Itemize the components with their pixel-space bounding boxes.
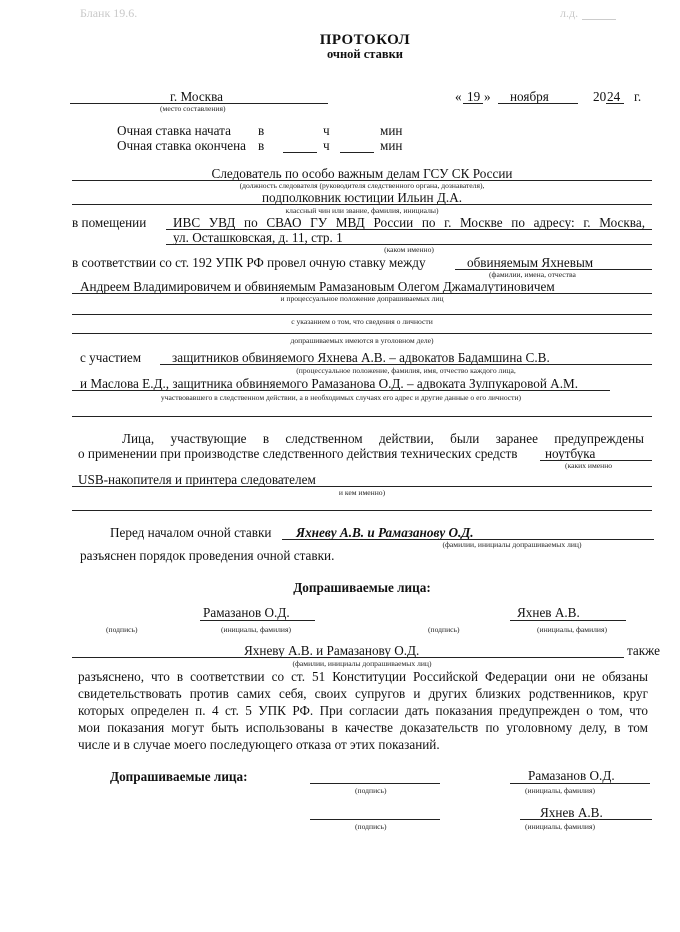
final-signature-line-2 — [310, 819, 440, 820]
start-in-label: в — [258, 123, 265, 138]
procedure-persons: Яхневу А.В. и Рамазанову О.Д. — [296, 525, 474, 540]
persons-blank-line-2 — [72, 333, 652, 334]
person-2-name-line — [510, 620, 626, 621]
form-number: Бланк 19.6. — [80, 6, 138, 20]
final-name-line-1 — [510, 783, 650, 784]
year-prefix: 20 — [593, 89, 607, 104]
participants-caption-1: (процессуальное положение, фамилия, имя, отчество каждого лица, — [296, 366, 516, 375]
participants-line-1-rule — [160, 364, 652, 365]
rights-line-2: свидетельствовать против самих себя, своих супругов и других близких родственников, круг — [78, 686, 648, 701]
start-minutes-label: мин — [380, 123, 403, 138]
participants-label: с участием — [80, 350, 142, 365]
final-signature-caption-1: (подпись) — [355, 786, 387, 795]
rights-persons: Яхневу А.В. и Рамазанову О.Д. — [244, 643, 420, 658]
technical-blank-line — [72, 510, 652, 511]
document-title: ПРОТОКОЛ — [319, 32, 411, 48]
person-1-signature-caption: (подпись) — [106, 625, 138, 634]
end-label: Очная ставка окончена — [117, 138, 247, 153]
rights-also: также — [627, 643, 660, 658]
premises-label: в помещении — [72, 215, 147, 230]
persons-caption-3: с указанием о том, что сведения о личности — [291, 317, 433, 326]
final-name-line-2 — [520, 819, 652, 820]
year-unit: г. — [634, 89, 642, 104]
premises-line-1: ИВС УВД по СВАО ГУ МВД России по г. Москве по адресу: г. Москва, — [173, 215, 645, 230]
technical-caption-2: и кем именно) — [338, 488, 386, 497]
end-hours-label: ч — [323, 138, 330, 153]
start-hours-label: ч — [323, 123, 330, 138]
procedure-persons-caption: (фамилии, инициалы допрашиваемых лиц) — [442, 540, 582, 549]
technical-device-2: USB-накопителя и принтера следователем — [78, 472, 316, 487]
end-minutes-line — [340, 152, 374, 153]
investigator-name-caption: классный чин или звание, фамилия, инициалы) — [285, 206, 439, 215]
final-name-caption-1: (инициалы, фамилия) — [525, 786, 596, 795]
rights-line-1: разъяснено, что в соответствии со ст. 51 Конституции Российской Федерации они не обязаны — [78, 669, 648, 684]
persons-line-2: Андреем Владимировичем и обвиняемым Рамазановым Олегом Джамалутиновичем — [80, 279, 555, 294]
participants-caption-2: участвовавшего в следственном действии, а в необходимых случаях его адрес и другие данные о его личности) — [160, 393, 522, 402]
rights-line-5: числе и в случае моего последующего отказа от этих показаний. — [78, 737, 440, 752]
date-day: 19 — [467, 89, 481, 104]
day-line — [463, 103, 483, 104]
rights-line-3: которых определен п. 4 ст. 5 УПК РФ. При согласии дать показания предупрежден о том, что — [78, 703, 648, 718]
participants-line-1: защитников обвиняемого Яхнева А.В. – адвокатов Бадамшина С.В. — [172, 350, 550, 365]
investigator-name: подполковник юстиции Ильин Д.А. — [261, 190, 463, 205]
investigator-position-caption: (должность следователя (руководителя следственного органа, дознавателя), — [239, 181, 485, 190]
persons-caption-2: и процессуальное положение допрашиваемых лиц — [280, 294, 444, 303]
rights-persons-line — [72, 657, 624, 658]
procedure-explained: разъяснен порядок проведения очной ставки. — [80, 548, 335, 563]
investigator-name-line — [72, 204, 652, 205]
year-line — [606, 103, 624, 104]
technical-caption-1: (каких именно — [565, 461, 613, 470]
persons-caption-1: (фамилии, имена, отчества — [489, 270, 576, 279]
year-suffix: 24 — [607, 89, 621, 104]
participants-blank-line — [72, 416, 652, 417]
premises-line-2: ул. Осташковская, д. 11, стр. 1 — [173, 230, 343, 245]
investigator-position: Следователь по особо важным делам ГСУ СК России — [211, 166, 513, 181]
end-minutes-label: мин — [380, 138, 403, 153]
technical-line-1: Лица, участвующие в следственном действии, были заранее предупреждены — [122, 431, 644, 446]
technical-device-2-line — [72, 486, 652, 487]
document-subtitle: очной ставки — [326, 47, 403, 61]
month-line — [498, 103, 578, 104]
person-2-name-caption: (инициалы, фамилия) — [537, 625, 608, 634]
final-name-caption-2: (инициалы, фамилия) — [525, 822, 596, 831]
end-hours-line — [283, 152, 317, 153]
technical-line-2: о применении при производстве следственного действия технических средств — [78, 446, 518, 461]
sheet-number-line — [582, 19, 616, 20]
final-signature-line-1 — [310, 783, 440, 784]
place-caption: (место составления) — [160, 104, 226, 113]
procedure-before: Перед началом очной ставки — [110, 525, 272, 540]
person-1-name-caption: (инициалы, фамилия) — [221, 625, 292, 634]
final-signature-caption-2: (подпись) — [355, 822, 387, 831]
quote-close: » — [484, 89, 491, 104]
end-in-label: в — [258, 138, 265, 153]
final-heading: Допрашиваемые лица: — [110, 769, 248, 784]
start-label: Очная ставка начата — [117, 123, 231, 138]
persons-blank-line-1 — [72, 314, 652, 315]
person-2-signature-caption: (подпись) — [428, 625, 460, 634]
confrontation-intro: в соответствии со ст. 192 УПК РФ провел очную ставку между — [72, 255, 426, 270]
first-person: обвиняемым Яхневым — [467, 255, 594, 270]
quote-open: « — [455, 89, 462, 104]
final-person-2: Яхнев А.В. — [540, 805, 603, 820]
place-of-compilation: г. Москва — [170, 89, 223, 104]
participants-line-2-rule — [72, 390, 610, 391]
interrogated-heading: Допрашиваемые лица: — [293, 580, 431, 595]
persons-caption-4: допрашиваемых имеются в уголовном деле) — [290, 336, 434, 345]
interrogated-person-1: Рамазанов О.Д. — [203, 605, 290, 620]
date-month: ноября — [510, 89, 549, 104]
rights-persons-caption: (фамилии, инициалы допрашиваемых лиц) — [292, 659, 432, 668]
participants-line-2: и Маслова Е.Д., защитника обвиняемого Рамазанова О.Д. – адвоката Зулпукаровой А.М. — [80, 376, 579, 391]
final-person-1: Рамазанов О.Д. — [528, 768, 615, 783]
technical-device-1: ноутбука — [545, 446, 596, 461]
person-1-name-line — [200, 620, 315, 621]
sheet-label: л.д. — [560, 6, 579, 20]
rights-line-4: мои показания могут быть использованы в качестве доказательств по уголовному делу, в том — [78, 720, 648, 735]
premises-caption: (каком именно) — [384, 245, 434, 254]
interrogated-person-2: Яхнев А.В. — [517, 605, 580, 620]
